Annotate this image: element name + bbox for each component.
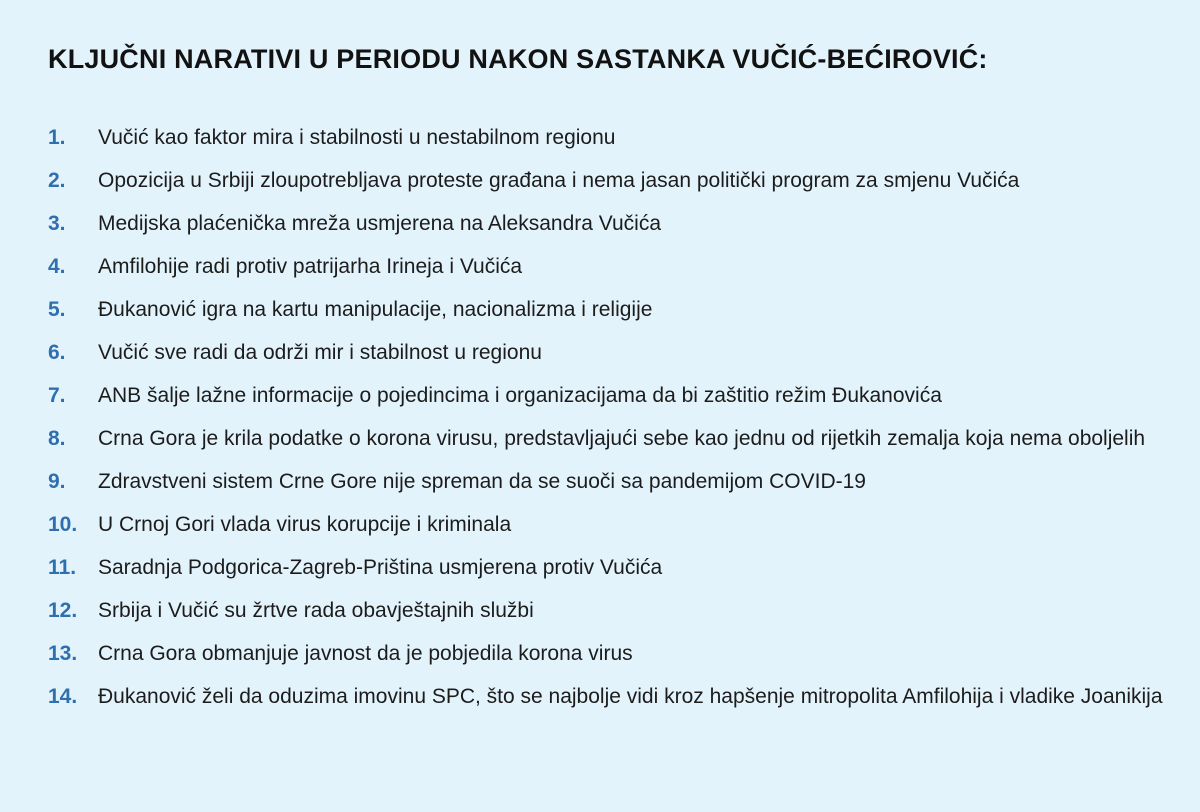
item-text: ANB šalje lažne informacije o pojedincima i organizacijama da bi zaštitio režim Đukanovića	[98, 384, 942, 407]
item-number: 14.	[48, 685, 78, 708]
list-item	[48, 683, 1168, 711]
item-number: 5.	[48, 298, 66, 321]
item-text: Medijska plaćenička mreža usmjerena na Aleksandra Vučića	[98, 212, 662, 235]
item-text: Đukanović želi da oduzima imovinu SPC, što se najbolje vidi kroz hapšenje mitropolita Amfilohija i vladike Joanikija	[98, 685, 1163, 708]
item-text: Crna Gora obmanjuje javnost da je pobjedila korona virus	[98, 642, 633, 665]
list-item	[48, 640, 1168, 668]
item-number: 8.	[48, 427, 66, 450]
item-number: 12.	[48, 599, 78, 622]
list-item	[48, 511, 1168, 539]
narratives-list	[48, 124, 1168, 726]
item-number: 6.	[48, 341, 66, 364]
item-number: 3.	[48, 212, 66, 235]
item-number: 2.	[48, 169, 66, 192]
item-text: Opozicija u Srbiji zloupotrebljava proteste građana i nema jasan politički program za smjenu Vučića	[98, 169, 1020, 192]
item-number: 10.	[48, 513, 78, 536]
item-number: 4.	[48, 255, 66, 278]
list-item	[48, 339, 1168, 367]
list-item	[48, 425, 1168, 453]
item-number: 13.	[48, 642, 78, 665]
item-text: Vučić kao faktor mira i stabilnosti u nestabilnom regionu	[98, 126, 616, 149]
item-text: U Crnoj Gori vlada virus korupcije i kriminala	[98, 513, 512, 536]
list-item	[48, 382, 1168, 410]
item-text: Crna Gora je krila podatke o korona virusu, predstavljajući sebe kao jednu od rijetkih zemalja koja nema oboljelih	[98, 427, 1146, 450]
item-text: Đukanović igra na kartu manipulacije, nacionalizma i religije	[98, 298, 653, 321]
list-item	[48, 253, 1168, 281]
item-number: 11.	[48, 556, 77, 579]
item-text: Srbija i Vučić su žrtve rada obavještajnih službi	[98, 599, 534, 622]
list-item	[48, 210, 1168, 238]
list-item	[48, 124, 1168, 152]
list-item	[48, 296, 1168, 324]
item-text: Amfilohije radi protiv patrijarha Irineja i Vučića	[98, 255, 523, 278]
list-item	[48, 597, 1168, 625]
item-number: 1.	[48, 126, 66, 149]
panel-title: KLJUČNI NARATIVI U PERIODU NAKON SASTANKA VUČIĆ-BEĆIROVIĆ:	[48, 44, 988, 74]
item-text: Saradnja Podgorica-Zagreb-Priština usmjerena protiv Vučića	[98, 556, 663, 579]
list-item	[48, 167, 1168, 195]
item-text: Zdravstveni sistem Crne Gore nije spreman da se suoči sa pandemijom COVID-19	[98, 470, 866, 493]
item-number: 7.	[48, 384, 66, 407]
item-text: Vučić sve radi da održi mir i stabilnost u regionu	[98, 341, 542, 364]
list-item	[48, 468, 1168, 496]
item-number: 9.	[48, 470, 66, 493]
list-item	[48, 554, 1168, 582]
